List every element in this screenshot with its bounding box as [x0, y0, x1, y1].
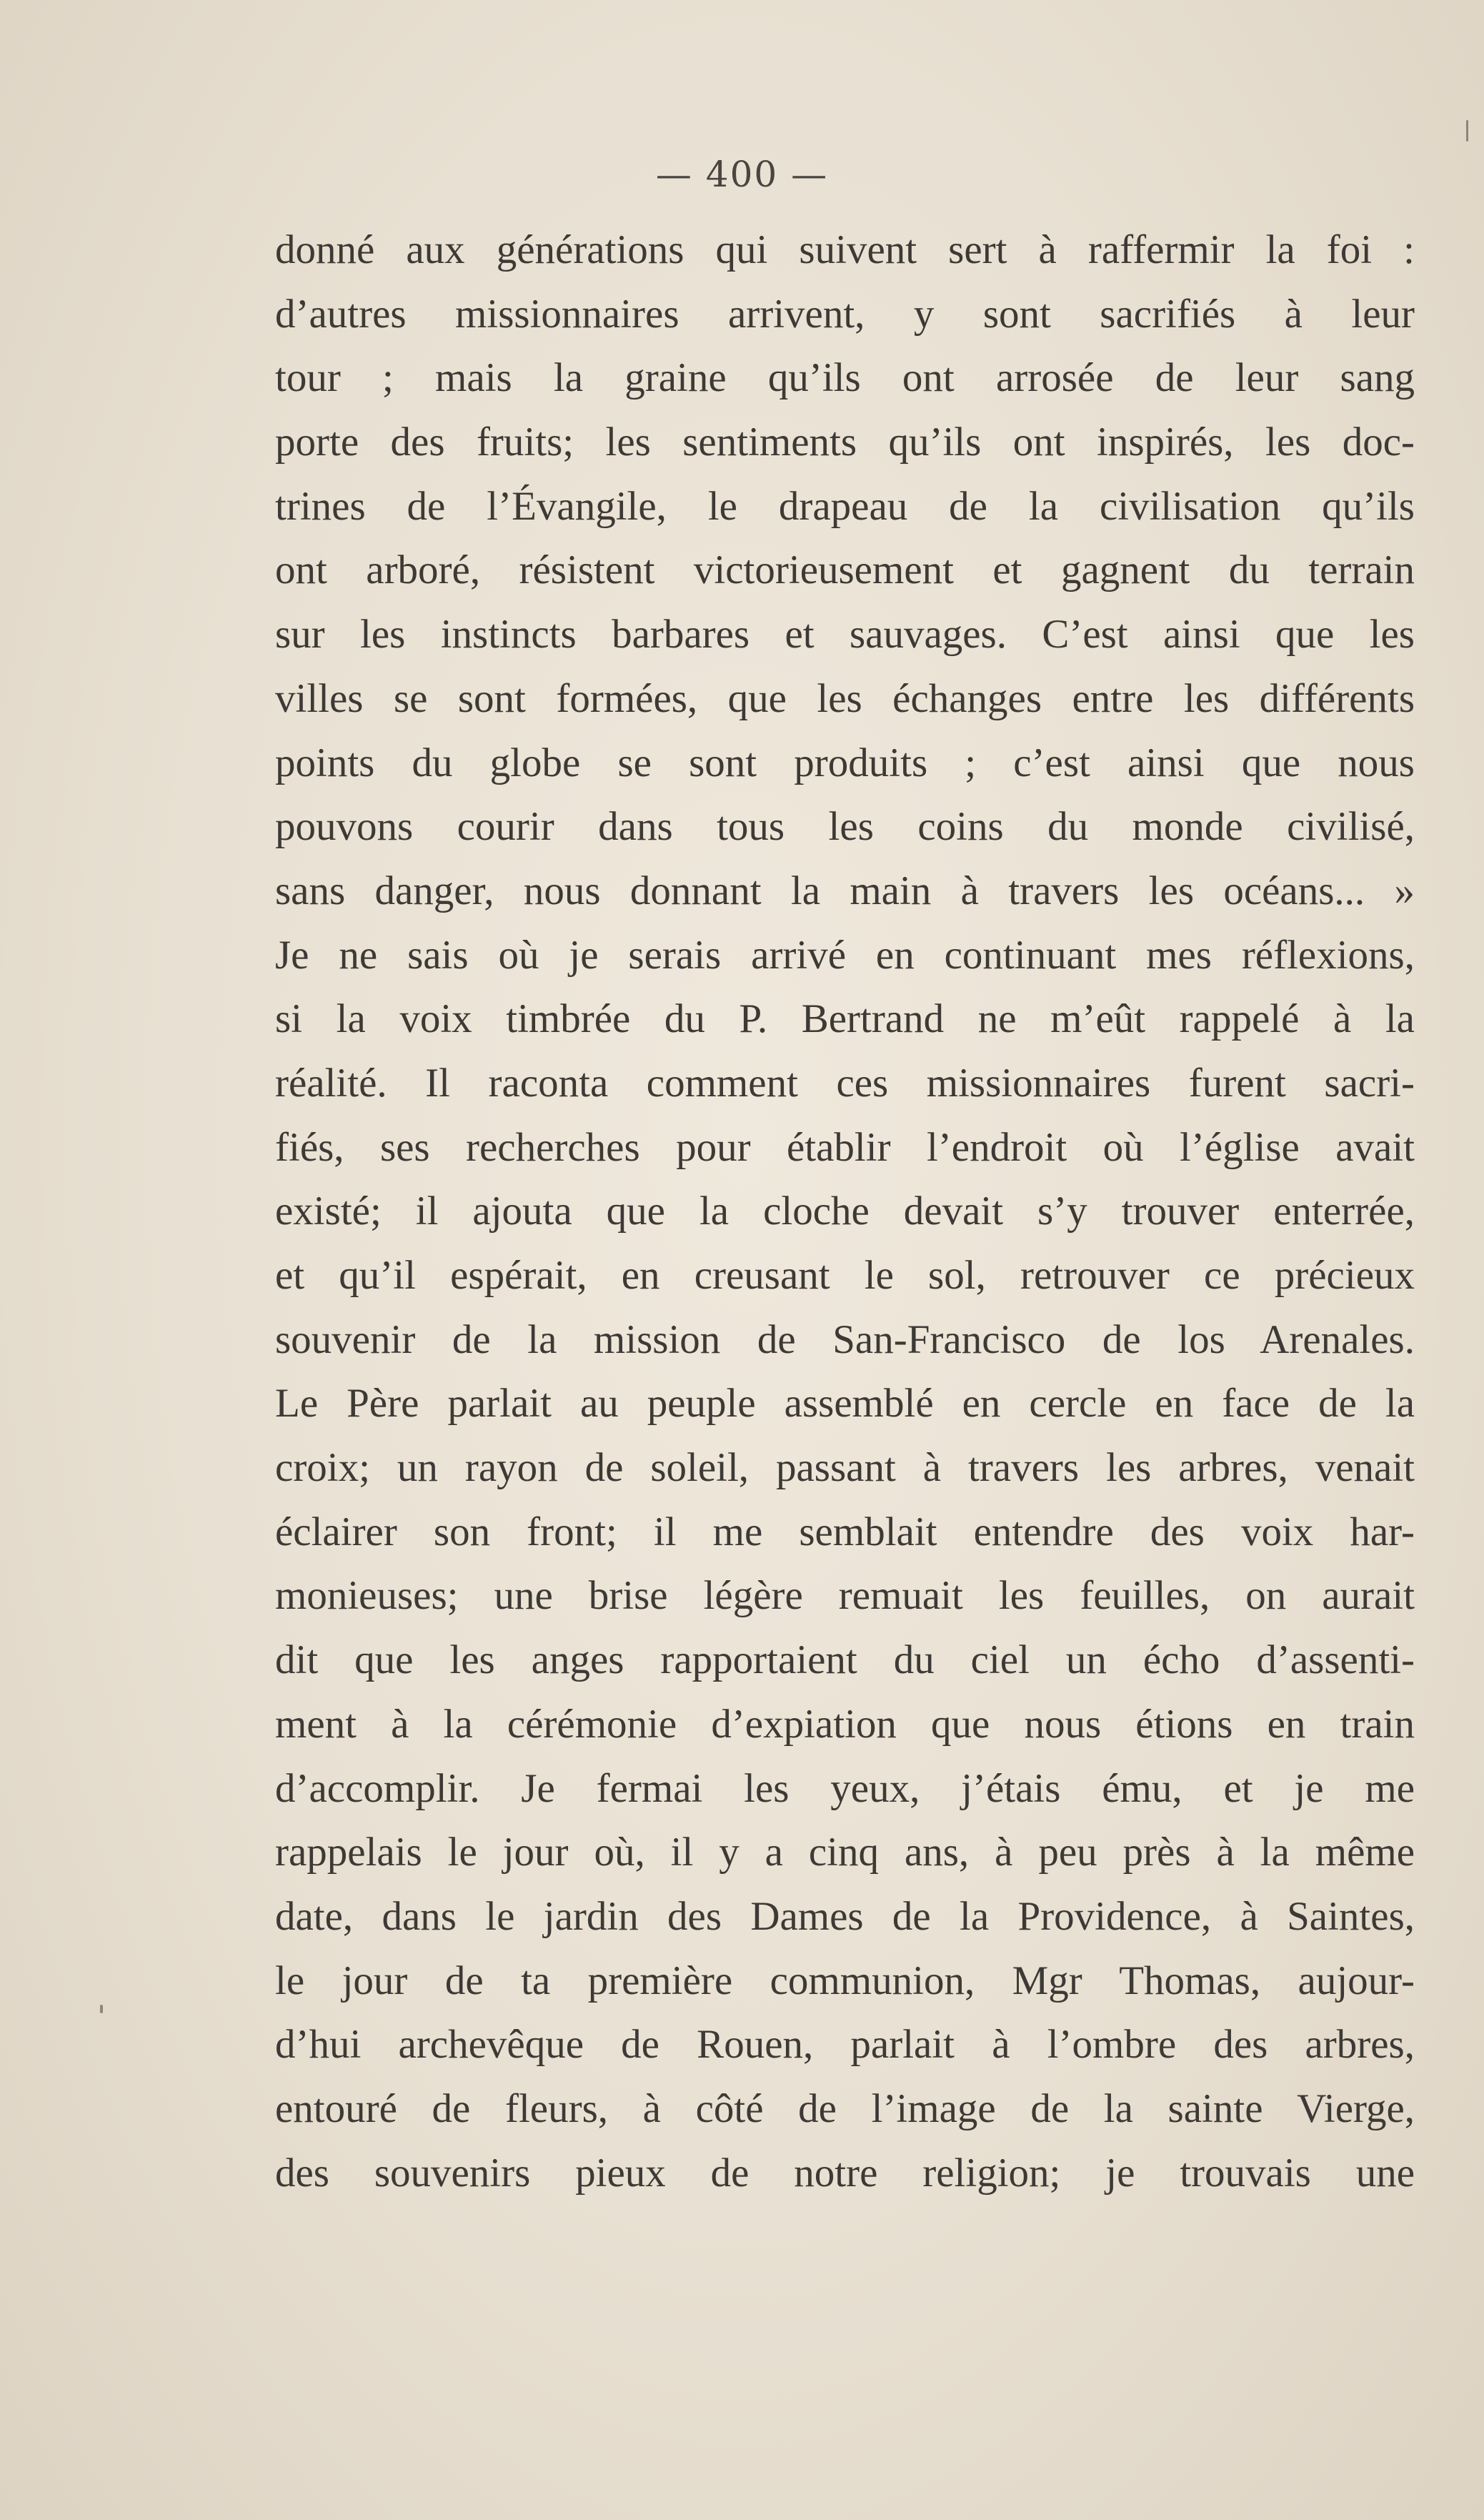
text-line: dit que les anges rapportaient du ciel un écho d’assenti-: [275, 1637, 1415, 1683]
text-line: Le Père parlait au peuple assemblé en cercle en face de la: [275, 1381, 1415, 1427]
page-number: — 400 —: [655, 154, 829, 195]
text-line: si la voix timbrée du P. Bertrand ne m’eût rappelé à la: [275, 996, 1415, 1042]
text-line: ment à la cérémonie d’expiation que nous étions en train: [275, 1701, 1415, 1747]
text-line: des souvenirs pieux de notre religion; je trouvais une: [275, 2150, 1415, 2196]
paper-speck: [100, 2005, 103, 2013]
text-line: pouvons courir dans tous les coins du monde civilisé,: [275, 804, 1415, 850]
text-line: existé; il ajouta que la cloche devait s’y trouver enterrée,: [275, 1189, 1415, 1234]
text-line: éclairer son front; il me semblait entendre des voix har-: [275, 1509, 1415, 1554]
text-line: d’accomplir. Je fermai les yeux, j’étais ému, et je me: [275, 1765, 1415, 1811]
text-line: sur les instincts barbares et sauvages. C’est ainsi que les: [275, 612, 1415, 658]
text-line: donné aux générations qui suivent sert à raffermir la foi :: [275, 227, 1415, 272]
text-line: Je ne sais où je serais arrivé en continuant mes réflexions,: [275, 932, 1415, 978]
text-line: le jour de ta première communion, Mgr Thomas, aujour-: [275, 1958, 1415, 2003]
text-line: fiés, ses recherches pour établir l’endroit où l’église avait: [275, 1124, 1415, 1170]
paper-speck: [1466, 120, 1468, 142]
body-text: [275, 218, 1415, 2205]
text-line: croix; un rayon de soleil, passant à travers les arbres, venait: [275, 1445, 1415, 1491]
text-line: porte des fruits; les sentiments qu’ils ont inspirés, les doc-: [275, 420, 1415, 465]
text-line: monieuses; une brise légère remuait les feuilles, on aurait: [275, 1573, 1415, 1619]
text-line: souvenir de la mission de San-Francisco de los Arenales.: [275, 1316, 1415, 1362]
text-line: trines de l’Évangile, le drapeau de la civilisation qu’ils: [275, 483, 1415, 529]
text-line: rappelais le jour où, il y a cinq ans, à peu près à la même: [275, 1830, 1415, 1875]
text-line: villes se sont formées, que les échanges entre les différents: [275, 675, 1415, 721]
text-line: tour ; mais la graine qu’ils ont arrosée de leur sang: [275, 355, 1415, 401]
text-line: ont arboré, résistent victorieusement et gagnent du terrain: [275, 547, 1415, 593]
text-line: réalité. Il raconta comment ces missionnaires furent sacri-: [275, 1060, 1415, 1106]
text-line: date, dans le jardin des Dames de la Providence, à Saintes,: [275, 1893, 1415, 1939]
text-line: points du globe se sont produits ; c’est ainsi que nous: [275, 740, 1415, 785]
text-line: entouré de fleurs, à côté de l’image de la sainte Vierge,: [275, 2085, 1415, 2131]
text-line: et qu’il espérait, en creusant le sol, retrouver ce précieux: [275, 1253, 1415, 1298]
text-line: d’autres missionnaires arrivent, y sont sacrifiés à leur: [275, 291, 1415, 337]
text-line: sans danger, nous donnant la main à travers les océans... »: [275, 868, 1415, 913]
text-line: d’hui archevêque de Rouen, parlait à l’ombre des arbres,: [275, 2022, 1415, 2068]
